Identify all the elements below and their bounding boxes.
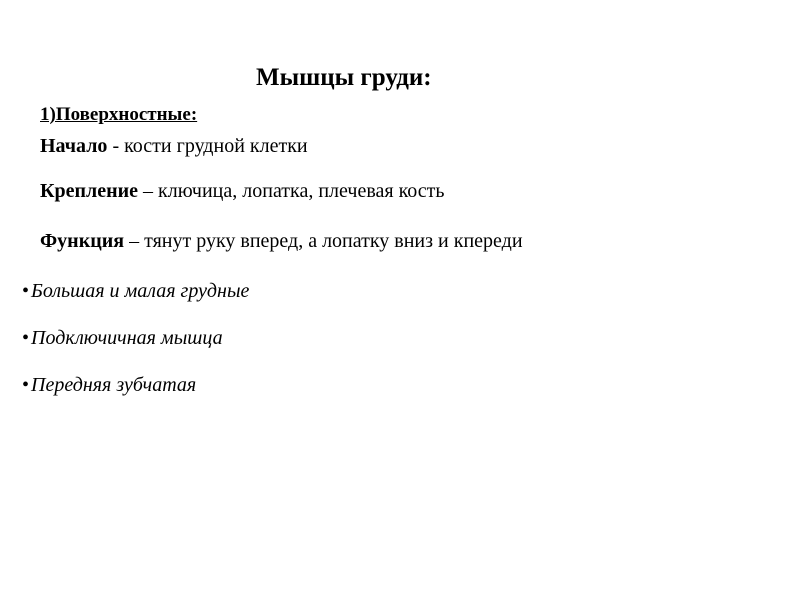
function-separator: – (124, 230, 145, 252)
insertion-term: Крепление (40, 180, 139, 202)
slide-title: Мышцы груди: (256, 64, 432, 91)
list-item-text: Передняя зубчатая (31, 374, 197, 396)
origin-text: кости грудной клетки (124, 135, 308, 157)
list-item (22, 374, 196, 397)
function-text: тянут руку вперед, а лопатку вниз и кпереди (144, 230, 523, 252)
origin-separator: - (107, 135, 125, 157)
list-item-text: Большая и малая грудные (31, 280, 250, 302)
bullet-icon: • (22, 280, 30, 302)
bullet-icon: • (22, 374, 30, 396)
function-line (40, 230, 523, 253)
origin-line (40, 135, 308, 158)
function-term: Функция (40, 230, 125, 252)
insertion-line (40, 180, 445, 203)
insertion-separator: – (138, 180, 159, 202)
origin-term: Начало (40, 135, 108, 157)
list-item (22, 327, 223, 350)
bullet-icon: • (22, 327, 30, 349)
section-heading: 1)Поверхностные: (40, 104, 198, 125)
insertion-text: ключица, лопатка, плечевая кость (158, 180, 445, 202)
list-item (22, 280, 249, 303)
list-item-text: Подключичная мышца (31, 327, 223, 349)
